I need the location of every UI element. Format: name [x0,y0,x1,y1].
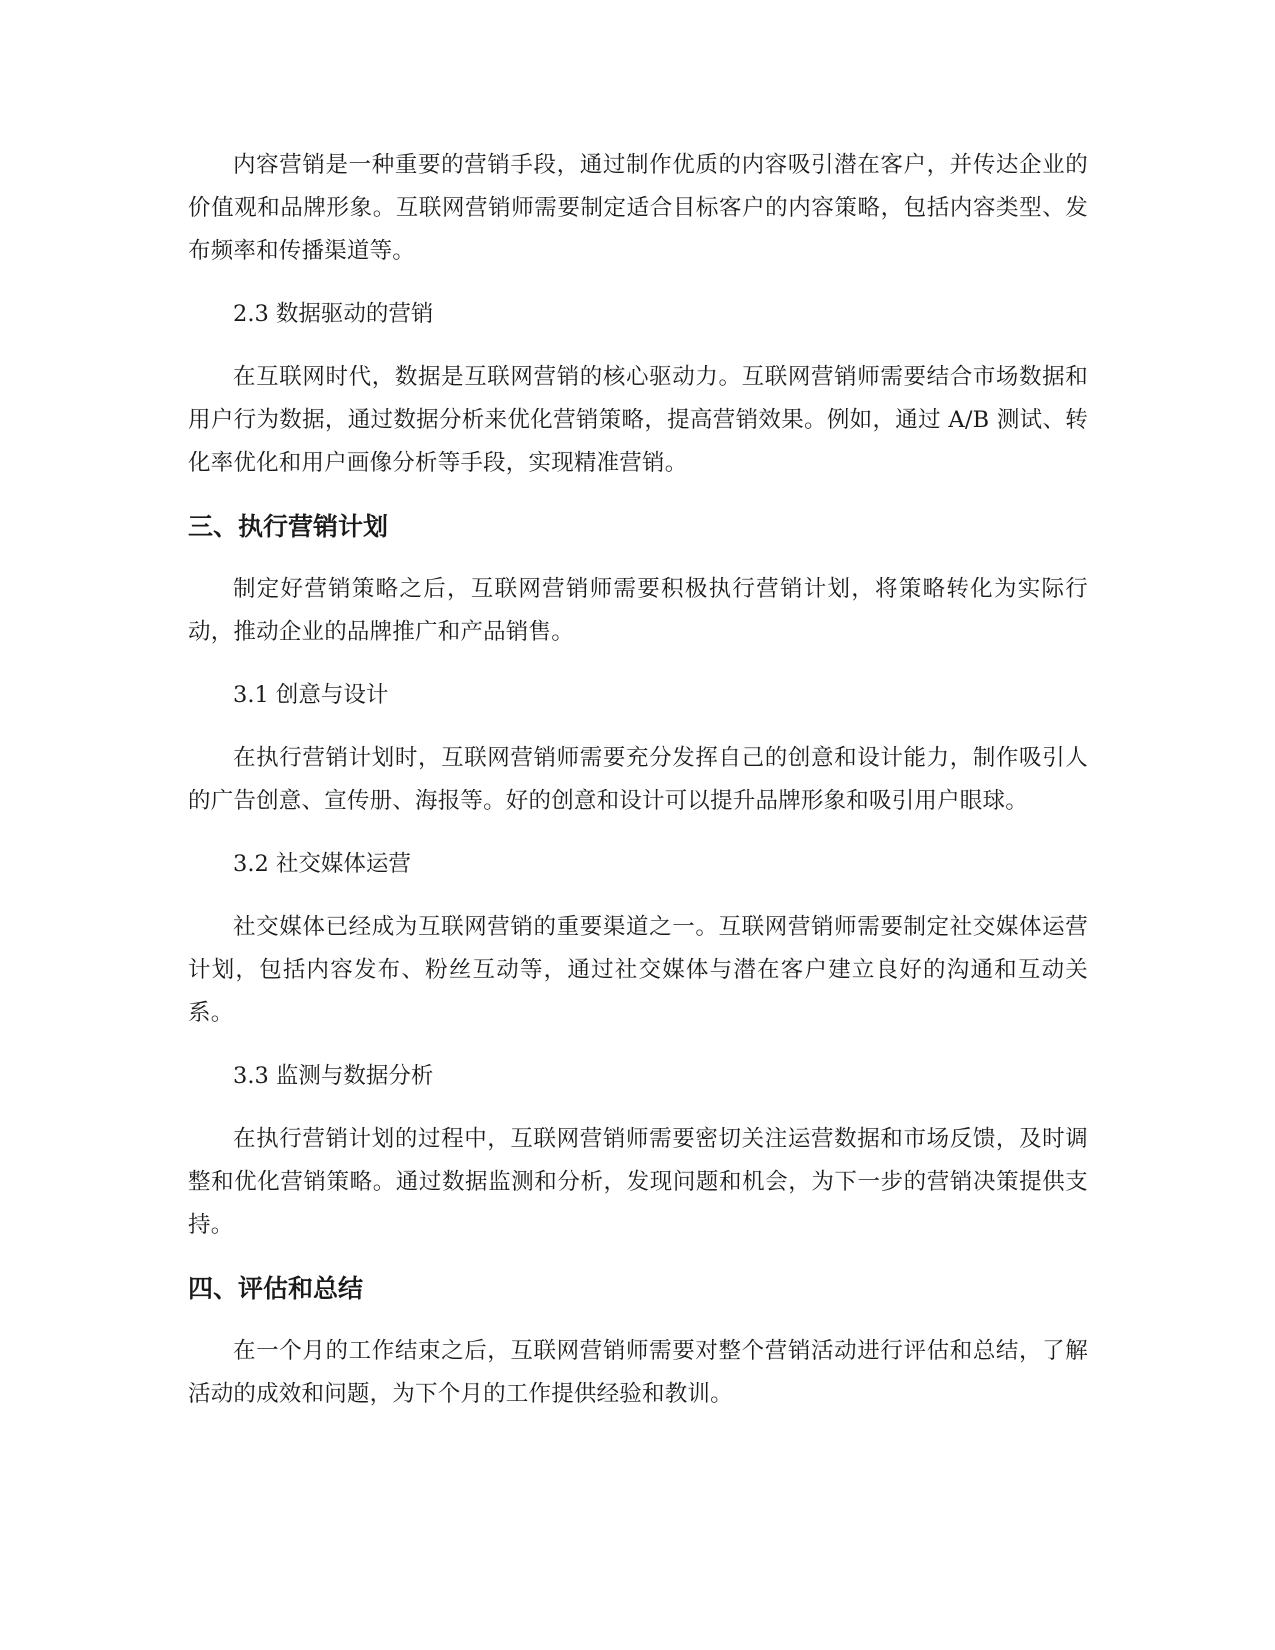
heading-section-3: 三、执行营销计划 [188,512,389,541]
subheading-3-1: 3.1 创意与设计 [233,682,389,708]
subheading-3-3: 3.3 监测与数据分析 [233,1063,434,1089]
paragraph-social-media: 社交媒体已经成为互联网营销的重要渠道之一。互联网营销师需要制定社交媒体运营计划，包括内容发布、粉丝互动等，通过社交媒体与潜在客户建立良好的沟通和互动关系。 [188,914,1088,1026]
paragraph-content-marketing: 内容营销是一种重要的营销手段，通过制作优质的内容吸引潜在客户，并传达企业的价值观和品牌形象。互联网营销师需要制定适合目标客户的内容策略，包括内容类型、发布频率和传播渠道等。 [188,152,1088,264]
subheading-2-3: 2.3 数据驱动的营销 [233,301,434,327]
paragraph-execute-plan: 制定好营销策略之后，互联网营销师需要积极执行营销计划，将策略转化为实际行动，推动企业的品牌推广和产品销售。 [188,576,1088,645]
paragraph-data-driven: 在互联网时代，数据是互联网营销的核心驱动力。互联网营销师需要结合市场数据和用户行为数据，通过数据分析来优化营销策略，提高营销效果。例如，通过 A/B 测试、转化率优化和用户画像分析等手段，实现精准营销。 [188,364,1088,476]
paragraph-creative-design: 在执行营销计划时，互联网营销师需要充分发挥自己的创意和设计能力，制作吸引人的广告创意、宣传册、海报等。好的创意和设计可以提升品牌形象和吸引用户眼球。 [188,745,1088,814]
heading-section-4: 四、评估和总结 [188,1274,364,1303]
subheading-3-2: 3.2 社交媒体运营 [233,851,411,877]
paragraph-evaluation: 在一个月的工作结束之后，互联网营销师需要对整个营销活动进行评估和总结，了解活动的成效和问题，为下个月的工作提供经验和教训。 [188,1338,1088,1407]
paragraph-monitoring: 在执行营销计划的过程中，互联网营销师需要密切关注运营数据和市场反馈，及时调整和优化营销策略。通过数据监测和分析，发现问题和机会，为下一步的营销决策提供支持。 [188,1126,1088,1238]
document-body [188,144,1088,1436]
